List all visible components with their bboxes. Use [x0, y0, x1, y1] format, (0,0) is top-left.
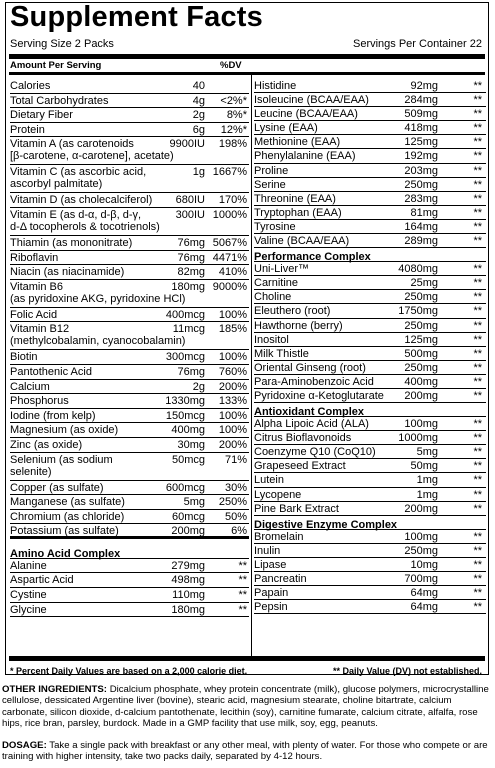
- nutrient-row: [254, 93, 486, 107]
- nutrient-row: [10, 308, 249, 323]
- nutrient-name: Niacin (as niacinamide): [10, 266, 125, 279]
- nutrient-amount: 180mg: [171, 603, 205, 616]
- nutrient-name: Riboflavin: [10, 251, 59, 264]
- nutrient-daily-value: **: [473, 446, 482, 459]
- nutrient-row: [10, 438, 249, 453]
- nutrient-row: [254, 473, 486, 487]
- nutrient-amount: 498mg: [171, 574, 205, 587]
- nutrient-row: [10, 193, 249, 208]
- nutrient-row: [254, 417, 486, 431]
- nutrient-name: Valine (BCAA/EAA): [254, 235, 350, 248]
- nutrient-amount: 30mg: [177, 438, 205, 451]
- section-heading-label: Antioxidant Complex: [254, 406, 365, 419]
- nutrient-daily-value: **: [238, 589, 247, 602]
- nutrient-daily-value: 1667%: [212, 166, 247, 179]
- nutrient-name: Calcium: [10, 380, 50, 393]
- nutrient-amount: 50mcg: [171, 453, 205, 466]
- nutrient-amount: 60mcg: [171, 510, 205, 523]
- nutrient-name: Cystine: [10, 589, 47, 602]
- nutrient-daily-value: 8%*: [226, 109, 247, 122]
- nutrient-name: Citrus Bioflavonoids: [254, 432, 352, 445]
- nutrient-name: Vitamin B12: [10, 323, 70, 336]
- nutrient-name: Dietary Fiber: [10, 109, 73, 122]
- nutrient-daily-value: **: [473, 235, 482, 248]
- nutrient-daily-value: 100%: [218, 308, 247, 321]
- nutrient-name: Inositol: [254, 333, 289, 346]
- nutrient-name: Potassium (as sulfate): [10, 525, 119, 538]
- nutrient-name: Phosphorus: [10, 395, 69, 408]
- nutrient-name: Carnitine: [254, 277, 299, 290]
- nutrient-daily-value: **: [473, 108, 482, 121]
- nutrient-name: Lutein: [254, 474, 284, 487]
- nutrient-amount: 192mg: [404, 150, 438, 163]
- nutrient-name: Inulin: [254, 544, 281, 557]
- nutrient-daily-value: **: [473, 263, 482, 276]
- section-heading-label: Digestive Enzyme Complex: [254, 518, 398, 531]
- nutrient-name-continued: [β-carotene, α-carotene], acetate): [10, 150, 174, 163]
- nutrient-name: Vitamin B6: [10, 280, 63, 293]
- nutrient-amount: 76mg: [177, 236, 205, 249]
- nutrient-daily-value: <2%*: [220, 94, 247, 107]
- nutrient-amount: 250mg: [404, 319, 438, 332]
- nutrient-name: Biotin: [10, 351, 38, 364]
- section-heading-label: Performance Complex: [254, 251, 371, 264]
- nutrient-row: [254, 206, 486, 220]
- nutrient-amount: 250mg: [404, 291, 438, 304]
- nutrient-row: [254, 375, 486, 389]
- nutrient-row: [254, 121, 486, 135]
- nutrient-row: [10, 409, 249, 424]
- nutrient-daily-value: 100%: [218, 351, 247, 364]
- nutrient-daily-value: 5067%: [212, 236, 247, 249]
- nutrient-name: Total Carbohydrates: [10, 94, 109, 107]
- nutrient-name: Selenium (as sodium: [10, 453, 113, 466]
- nutrient-daily-value: 9000%: [212, 280, 247, 293]
- nutrient-row: [254, 290, 486, 304]
- nutrient-daily-value: **: [473, 361, 482, 374]
- footnote-percent-dv: * Percent Daily Values are based on a 2,000 calorie diet.: [10, 666, 248, 676]
- nutrient-name: Pantothenic Acid: [10, 365, 92, 378]
- nutrient-row: [254, 79, 486, 93]
- nutrient-row: [10, 495, 249, 510]
- nutrient-amount: 76mg: [177, 251, 205, 264]
- nutrient-amount: 2g: [192, 380, 205, 393]
- nutrient-name: Pepsin: [254, 601, 288, 614]
- nutrient-name: Zinc (as oxide): [10, 438, 83, 451]
- header-rule: [9, 72, 485, 75]
- nutrient-name: Coenzyme Q10 (CoQ10): [254, 446, 376, 459]
- nutrient-row: [10, 208, 249, 236]
- nutrient-row: [254, 333, 486, 347]
- nutrient-amount: 200mg: [404, 502, 438, 515]
- nutrient-amount: 400mcg: [165, 308, 205, 321]
- nutrient-name: Eleuthero (root): [254, 305, 331, 318]
- nutrient-row: [254, 600, 486, 614]
- nutrient-daily-value: **: [473, 305, 482, 318]
- nutrient-daily-value: **: [473, 502, 482, 515]
- nutrient-daily-value: **: [473, 573, 482, 585]
- nutrient-name: Choline: [254, 291, 292, 304]
- nutrient-name: Vitamin A (as carotenoids: [10, 138, 134, 151]
- nutrient-amount: 110mg: [172, 589, 205, 602]
- section-heading: [10, 545, 249, 559]
- nutrient-daily-value: **: [473, 291, 482, 304]
- nutrient-daily-value: **: [473, 389, 482, 402]
- nutrient-daily-value: **: [238, 603, 247, 616]
- nutrient-row: [10, 322, 249, 350]
- nutrient-daily-value: **: [473, 375, 482, 388]
- nutrient-daily-value: **: [473, 601, 482, 614]
- nutrient-daily-value: 100%: [218, 409, 247, 422]
- nutrient-name: Hawthorne (berry): [254, 319, 343, 332]
- nutrient-daily-value: **: [473, 319, 482, 332]
- nutrient-daily-value: **: [473, 530, 482, 543]
- nutrient-amount: 289mg: [404, 235, 438, 248]
- nutrient-name: Papain: [254, 587, 289, 600]
- nutrient-amount: 40: [192, 80, 205, 92]
- nutrient-row: [254, 544, 486, 558]
- nutrient-row: [10, 423, 249, 438]
- nutrient-row: [254, 192, 486, 206]
- nutrient-daily-value: **: [473, 558, 482, 571]
- nutrient-amount: 5mg: [416, 446, 438, 459]
- nutrient-row: [254, 319, 486, 333]
- nutrient-daily-value: **: [238, 574, 247, 587]
- nutrient-row: [10, 236, 249, 251]
- nutrient-row: [254, 164, 486, 178]
- nutrient-name: Protein: [10, 123, 45, 136]
- nutrient-amount: 279mg: [171, 559, 205, 572]
- nutrient-row: [254, 586, 486, 600]
- nutrient-daily-value: 12%*: [220, 123, 247, 136]
- nutrient-amount: 2g: [192, 109, 205, 122]
- nutrient-row: [254, 389, 486, 403]
- panel-title: Supplement Facts: [10, 1, 263, 33]
- nutrient-name: Manganese (as sulfate): [10, 496, 125, 509]
- dosage-label: DOSAGE:: [2, 740, 47, 751]
- nutrient-daily-value: **: [473, 347, 482, 360]
- nutrient-daily-value: 170%: [218, 194, 247, 207]
- nutrient-daily-value: 200%: [218, 438, 247, 451]
- nutrient-row: [10, 251, 249, 266]
- nutrient-amount: 180mg: [171, 280, 205, 293]
- nutrient-amount: 6g: [192, 123, 205, 136]
- nutrient-name: Histidine: [254, 80, 297, 92]
- nutrient-daily-value: 198%: [218, 138, 247, 151]
- nutrient-name: Grapeseed Extract: [254, 460, 346, 473]
- nutrient-amount: 5mg: [183, 496, 205, 509]
- nutrient-row: [10, 380, 249, 395]
- nutrient-amount: 10mg: [410, 558, 438, 571]
- nutrient-daily-value: 200%: [218, 380, 247, 393]
- nutrient-amount: 1mg: [416, 488, 438, 501]
- nutrient-daily-value: 133%: [218, 395, 247, 408]
- nutrient-row: [254, 149, 486, 163]
- nutrient-row: [254, 431, 486, 445]
- nutrient-name: Uni-Liver™: [254, 263, 310, 276]
- nutrient-name: Thiamin (as mononitrate): [10, 236, 133, 249]
- nutrient-amount: 283mg: [404, 192, 438, 205]
- nutrient-name: Para-Aminobenzoic Acid: [254, 375, 374, 388]
- nutrient-amount: 200mg: [404, 389, 438, 402]
- nutrient-amount: 284mg: [404, 94, 438, 107]
- nutrient-row: [10, 559, 249, 574]
- nutrient-amount: 164mg: [404, 220, 438, 233]
- nutrient-daily-value: 4471%: [212, 251, 247, 264]
- nutrient-daily-value: **: [473, 460, 482, 473]
- nutrient-daily-value: 760%: [218, 365, 247, 378]
- nutrient-name: Alpha Lipoic Acid (ALA): [254, 418, 369, 431]
- nutrient-name-continued: selenite): [10, 465, 52, 478]
- nutrient-name: Lipase: [254, 558, 287, 571]
- nutrient-amount: 125mg: [404, 136, 438, 149]
- nutrient-name: Aspartic Acid: [10, 574, 74, 587]
- right-nutrient-column: [254, 79, 486, 614]
- nutrient-daily-value: **: [473, 192, 482, 205]
- nutrient-row: [254, 459, 486, 473]
- nutrient-amount: 300mcg: [165, 351, 205, 364]
- nutrient-row: [254, 276, 486, 290]
- nutrient-name: Glycine: [10, 603, 47, 616]
- nutrient-daily-value: 100%: [218, 424, 247, 437]
- nutrient-name-continued: (as pyridoxine AKG, pyridoxine HCl): [10, 292, 186, 305]
- nutrient-amount: 203mg: [404, 164, 438, 177]
- nutrient-name: Isoleucine (BCAA/EAA): [254, 94, 369, 107]
- nutrient-amount: 11mcg: [172, 323, 205, 336]
- nutrient-row: [254, 347, 486, 361]
- nutrient-name: Folic Acid: [10, 308, 58, 321]
- nutrient-row: [254, 502, 486, 516]
- nutrient-row: [254, 304, 486, 318]
- nutrient-row: [254, 262, 486, 276]
- nutrient-amount: 100mg: [404, 530, 438, 543]
- nutrient-daily-value: **: [473, 80, 482, 92]
- nutrient-row: [254, 220, 486, 234]
- nutrient-name: Alanine: [10, 559, 47, 572]
- serving-size: Serving Size 2 Packs: [10, 38, 114, 50]
- nutrient-daily-value: **: [473, 488, 482, 501]
- nutrient-daily-value: **: [473, 277, 482, 290]
- nutrient-amount: 76mg: [177, 365, 205, 378]
- nutrient-name: Lycopene: [254, 488, 302, 501]
- nutrient-name: Pyridoxine α-Ketoglutarate: [254, 389, 384, 402]
- nutrient-row: [10, 165, 249, 193]
- nutrient-row: [254, 558, 486, 572]
- nutrient-amount: 1g: [192, 166, 205, 179]
- nutrient-daily-value: 185%: [218, 323, 247, 336]
- nutrient-amount: 25mg: [410, 277, 438, 290]
- nutrient-daily-value: **: [473, 206, 482, 219]
- other-ingredients: [2, 684, 494, 730]
- nutrient-amount: 400mg: [404, 375, 438, 388]
- column-divider: [251, 75, 252, 657]
- nutrient-daily-value: **: [473, 544, 482, 557]
- nutrient-daily-value: 30%: [224, 481, 247, 494]
- nutrient-name: Serine: [254, 178, 286, 191]
- nutrient-amount: 150mcg: [165, 409, 205, 422]
- nutrient-row: [10, 481, 249, 496]
- nutrient-row: [10, 365, 249, 380]
- nutrient-amount: 1000mg: [398, 432, 438, 445]
- nutrient-amount: 200mg: [171, 525, 205, 538]
- nutrient-amount: 500mg: [404, 347, 438, 360]
- nutrient-row: [254, 488, 486, 502]
- nutrient-name: Methionine (EAA): [254, 136, 341, 149]
- section-heading: [254, 248, 486, 262]
- section-heading-label: Amino Acid Complex: [10, 547, 121, 560]
- nutrient-daily-value: **: [473, 220, 482, 233]
- nutrient-daily-value: 410%: [218, 266, 247, 279]
- nutrient-row: [10, 265, 249, 280]
- nutrient-name: Lysine (EAA): [254, 122, 318, 135]
- nutrient-amount: 125mg: [404, 333, 438, 346]
- nutrient-amount: 250mg: [404, 178, 438, 191]
- nutrient-amount: 9900IU: [169, 138, 205, 151]
- footnote-dv-not-established: ** Daily Value (DV) not established.: [332, 666, 482, 676]
- nutrient-row: [10, 108, 249, 123]
- nutrient-daily-value: **: [473, 432, 482, 445]
- nutrient-name: Milk Thistle: [254, 347, 309, 360]
- nutrient-daily-value: 6%: [231, 525, 247, 538]
- nutrient-name: Pancreatin: [254, 573, 307, 585]
- dosage-text: Take a single pack with breakfast or any other meal, with plenty of water. For those who compete or are training with higher intensity, take two packs daily, separated by 4-12 hours.: [2, 740, 488, 763]
- nutrient-daily-value: **: [473, 474, 482, 487]
- nutrient-amount: 92mg: [410, 80, 438, 92]
- nutrient-name: Pine Bark Extract: [254, 502, 339, 515]
- nutrient-amount: 1750mg: [398, 305, 438, 318]
- nutrient-amount: 700mg: [404, 573, 438, 585]
- nutrient-row: [254, 445, 486, 459]
- nutrient-row: [254, 234, 486, 248]
- nutrient-amount: 1mg: [416, 474, 438, 487]
- nutrient-daily-value: **: [473, 333, 482, 346]
- nutrient-name: Tryptophan (EAA): [254, 206, 342, 219]
- nutrient-row: [10, 603, 249, 618]
- nutrient-daily-value: **: [238, 559, 247, 572]
- nutrient-daily-value: **: [473, 150, 482, 163]
- nutrient-row: [10, 137, 249, 165]
- nutrient-name: Proline: [254, 164, 289, 177]
- nutrient-row: [10, 510, 249, 525]
- nutrient-row: [10, 394, 249, 409]
- nutrient-amount: 64mg: [410, 601, 438, 614]
- nutrient-daily-value: **: [473, 587, 482, 600]
- nutrient-row: [254, 572, 486, 586]
- nutrient-daily-value: **: [473, 178, 482, 191]
- nutrient-daily-value: 1000%: [212, 208, 247, 221]
- nutrient-amount: 300IU: [175, 208, 205, 221]
- left-nutrient-column: [10, 79, 249, 617]
- nutrient-row: [10, 350, 249, 365]
- nutrient-daily-value: 50%: [224, 510, 247, 523]
- nutrient-row: [10, 453, 249, 481]
- nutrient-row: [254, 530, 486, 544]
- nutrient-daily-value: **: [473, 94, 482, 107]
- nutrient-row: [10, 573, 249, 588]
- nutrient-row: [10, 588, 249, 603]
- nutrient-name: Oriental Ginseng (root): [254, 361, 366, 374]
- section-heading: [254, 516, 486, 530]
- nutrient-amount: 82mg: [177, 266, 205, 279]
- nutrient-name: Vitamin E (as d-α, d-β, d-γ,: [10, 208, 142, 221]
- nutrient-name: Tyrosine: [254, 220, 296, 233]
- nutrient-name: Calories: [10, 80, 51, 92]
- section-heading: [254, 403, 486, 417]
- nutrient-name-continued: d-Δ tocopherols & tocotrienols): [10, 220, 160, 233]
- nutrient-amount: 50mg: [410, 460, 438, 473]
- nutrient-row: [10, 79, 249, 94]
- nutrient-name: Iodine (from kelp): [10, 409, 96, 422]
- top-thick-rule: [9, 54, 485, 59]
- nutrient-name: Vitamin C (as ascorbic acid,: [10, 166, 147, 179]
- nutrient-amount: 4080mg: [398, 263, 438, 276]
- nutrient-amount: 250mg: [404, 361, 438, 374]
- nutrient-daily-value: **: [473, 418, 482, 431]
- other-ingredients-text: Dicalcium phosphate, whey protein concentrate (milk), glucose polymers, microcrystalline cellulose, dessicated Argentine liver (bovine), stearic acid, magnesium stearate, choline bitartrate, calcium carbonate, silicon dioxide, d-calcium pantothenate, lecithin (soy), carnitine fumarate, calcium citrate, alfalfa, rose hips, rice bran, parsley, burdock. Made in a GMP facility that use milk, soy, egg, peanuts.: [2, 684, 489, 730]
- nutrient-daily-value: 71%: [224, 453, 247, 466]
- nutrient-amount: 600mcg: [165, 481, 205, 494]
- nutrient-row: [10, 524, 249, 539]
- dosage: [2, 740, 494, 763]
- nutrient-row: [254, 361, 486, 375]
- nutrient-daily-value: **: [473, 164, 482, 177]
- nutrient-daily-value: **: [473, 136, 482, 149]
- nutrient-row: [254, 107, 486, 121]
- nutrient-amount: 680IU: [175, 194, 205, 207]
- nutrient-daily-value: 250%: [218, 496, 247, 509]
- nutrient-row: [10, 94, 249, 109]
- other-ingredients-label: OTHER INGREDIENTS:: [2, 684, 108, 695]
- nutrient-amount: 64mg: [410, 587, 438, 600]
- dv-header: %DV: [220, 60, 242, 71]
- nutrient-amount: 250mg: [404, 544, 438, 557]
- nutrient-row: [254, 135, 486, 149]
- nutrient-amount: 509mg: [404, 108, 438, 121]
- nutrient-name: Leucine (BCAA/EAA): [254, 108, 358, 121]
- nutrient-row: [10, 280, 249, 308]
- servings-per-container: Servings Per Container 22: [352, 38, 482, 50]
- nutrient-amount: 100mg: [404, 418, 438, 431]
- supplement-facts-panel: [5, 2, 489, 675]
- nutrient-amount: 418mg: [404, 122, 438, 135]
- nutrient-name: Bromelain: [254, 530, 304, 543]
- nutrient-amount: 4g: [192, 94, 205, 107]
- nutrient-name: Chromium (as chloride): [10, 510, 125, 523]
- nutrient-name: Magnesium (as oxide): [10, 424, 119, 437]
- nutrient-name: Vitamin D (as cholecalciferol): [10, 194, 153, 207]
- nutrient-daily-value: **: [473, 122, 482, 135]
- nutrient-name: Copper (as sulfate): [10, 481, 104, 494]
- nutrient-row: [10, 123, 249, 138]
- nutrient-name-continued: ascorbyl palmitate): [10, 178, 103, 191]
- bottom-thick-rule: [9, 656, 485, 661]
- nutrient-amount: 400mg: [171, 424, 205, 437]
- amount-per-serving-header: Amount Per Serving: [10, 60, 102, 71]
- nutrient-name: Phenylalanine (EAA): [254, 150, 356, 163]
- nutrient-row: [254, 178, 486, 192]
- nutrient-name-continued: (methylcobalamin, cyanocobalamin): [10, 335, 186, 348]
- nutrient-name: Threonine (EAA): [254, 192, 336, 205]
- nutrient-amount: 81mg: [410, 206, 438, 219]
- nutrient-amount: 1330mg: [165, 395, 205, 408]
